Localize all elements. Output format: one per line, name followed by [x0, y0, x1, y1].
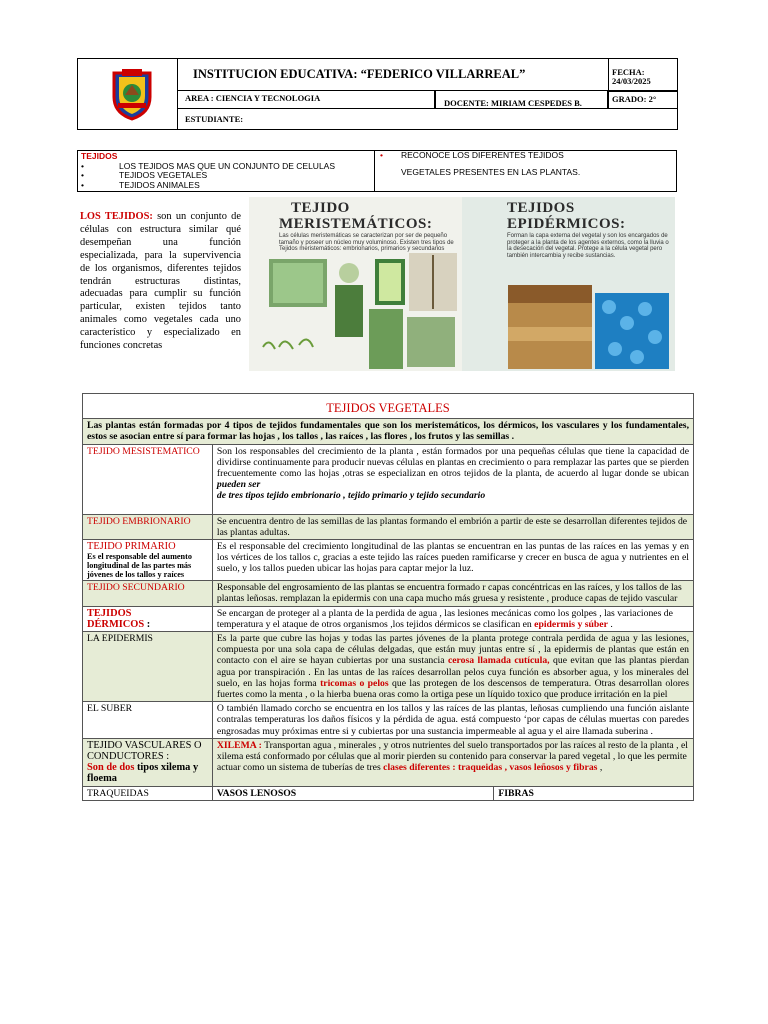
row-label: LA EPIDERMIS	[83, 632, 213, 702]
goal-box	[377, 151, 677, 191]
table-cell: TRAQUEIDAS	[83, 786, 213, 800]
plant-tissues-table	[82, 393, 694, 801]
table-row	[83, 514, 694, 539]
row-label: TEJIDO MESISTEMATICO	[83, 444, 213, 514]
table-row	[83, 702, 694, 739]
row-sublabel: Es el responsable del aumento longitudinal de las partes más jóvenes de los tallos y raíces	[87, 552, 192, 580]
row-text: Responsable del engrosamiento de las plantas se encuentra formado r capas concéntricas en las raíces, y los tallos de las plantas leñosas. remplazan la epidermis con una capa mucho más gruesa y resistente , produce capas de tejido vascular	[212, 581, 693, 606]
row-label: TEJIDO SECUNDARIO	[83, 581, 213, 606]
intro-label: LOS TEJIDOS:	[80, 211, 153, 222]
date-value: 24/03/2025	[612, 76, 651, 86]
meristem-title-2: MERISTEMÁTICOS:	[279, 216, 433, 232]
goal-line-1: RECONOCE LOS DIFERENTES TEJIDOS	[401, 150, 564, 160]
row-text-emphasis: XILEMA :	[216, 739, 262, 751]
topic-item: • TEJIDOS VEGETALES	[81, 171, 374, 181]
student-cell: ESTUDIANTE:	[178, 108, 678, 129]
meristem-title-1: TEJIDO	[291, 200, 350, 216]
intro-text: son un conjunto de células con estructura similar qué desempeñan una función especializada, para la supervivencia de los organismos, diferentes tejidos tendrán estructuras distintas, adecuadas para cumplir su función particular, existen tejidos tanto animales como vegetales cada uno característico y especializado en funciones concretas	[80, 211, 241, 352]
row-text-body: Transportan agua , minerales , y otros nutrientes del suelo transportados por las raíces al resto de la planta , el xilema está conformado por células que al morir pierden su contenido para conservar la pared vegetal , lo que les permite actuar como un sistema de tuberías de tres	[216, 739, 688, 774]
area-cell: AREA : CIENCIA Y TECNOLOGIA	[178, 90, 435, 109]
row-text-body: Se encargan de proteger al a planta de la perdida de agua , las lesiones mecánicas como los golpes , las variaciones de temperatura y el ataque de otros organismos ,los tejidos dérmicos se clasifican en	[216, 607, 673, 630]
row-label-cell	[83, 540, 213, 581]
topic-item: • TEJIDOS ANIMALES	[81, 181, 374, 191]
row-text-body: que evitan que las plantas pierdan agua por transpiración . En las untas de las raíces desarrollan pelos cuya función es absorber agua, y los minerales del suelo, en las hojas forma	[216, 655, 689, 689]
topic-item: • LOS TEJIDOS MAS QUE UN CONJUNTO DE CELULAS	[81, 162, 374, 172]
intro-paragraph	[80, 211, 241, 353]
row-text-end: ,	[597, 762, 603, 774]
row-text	[212, 444, 693, 514]
row-text-body: Es la parte que cubre las hojas y todas las partes jóvenes de la planta protege contrala perdida de agua y las lesiones, compuesta por una sola capa de células delgadas, que están muy juntas entre sí , la epidermis de plantas que están en contacto con el aire se hayan cubiertas por una sustancia	[216, 633, 689, 667]
row-sublabel-red: Son de dos	[87, 762, 135, 774]
row-label: DÉRMICOS	[87, 618, 145, 630]
row-label: TEJIDO VASCULARES O CONDUCTORES :	[87, 739, 202, 763]
row-label: TEJIDO EMBRIONARIO	[83, 514, 213, 539]
row-text-body: que las protegen de los descensos de temperatura. Otras desarrollan olores fuertes como la menta , o la hierba buena oras como la ortiga pese un líquido toxico que produce irritación en la piel	[216, 677, 689, 701]
bullet-icon: •	[380, 150, 383, 160]
institution-title: INSTITUCION EDUCATIVA: “FEDERICO VILLARREAL”	[193, 67, 526, 81]
objectives-box	[77, 150, 677, 192]
row-text-emphasis: de tres tipos tejido embrionario , tejido primario y tejido secundario	[216, 490, 486, 502]
row-text: O también llamado corcho se encuentra en los tallos y las raíces de las plantas, leñosas cumpliendo una función aislante contralas temperaturas los daños físicos y la pérdida de agua. está compuesto ‘por capas de células muertas con paredes engrosadas muy próximas entre si y cubiertas por una sustancia impermeable al agua y el aire llamada suberina .	[212, 702, 693, 739]
row-label-colon: :	[144, 618, 151, 630]
table-row	[83, 606, 694, 631]
teacher-cell: DOCENTE: MIRIAM CESPEDES B.	[435, 90, 608, 109]
epidermal-title-1: TEJIDOS	[507, 200, 575, 216]
table-heading: TEJIDOS VEGETALES	[83, 394, 694, 419]
header-table	[77, 58, 678, 130]
row-label: TEJIDO PRIMARIO	[87, 541, 176, 553]
epidermal-title-2: EPIDÉRMICOS:	[507, 216, 626, 232]
row-text-emphasis: clases diferentes : traqueidas , vasos leñosos y fibras	[383, 762, 598, 774]
row-label-cell	[83, 606, 213, 631]
table-row	[83, 786, 694, 800]
topic-title: TEJIDOS	[81, 151, 118, 161]
table-row	[83, 444, 694, 514]
row-text-emphasis: pueden ser	[216, 479, 261, 491]
topics-list	[78, 151, 375, 191]
date-cell	[608, 59, 678, 92]
meristem-text: Las células meristemáticas se caracterizan por ser de pequeño tamaño y poseer un núcleo muy voluminoso. Existen tres tipos de Tejidos meristemáticos: embrionarios, primarios y secundarios	[279, 233, 454, 252]
row-text-body: Son los responsables del crecimiento de la planta , están formados por una pequeñas células que tiene la capacidad de dividirse continuamente para producir nuevas células en plantas en crecimiento o para remplazar las partes que se pierden frecuentemente como las hojas ,otras se especializan en otros tejidos de la planta, de acuerdo al lugar donde se ubican	[216, 445, 689, 480]
row-label-cell	[83, 738, 213, 786]
epidermal-text: Forman la capa externa del vegetal y son los encargados de proteger a la planta de los agentes externos, como la lluvia o la desecación del vegetal. Protege a la célula vegetal pero también intercambia y recibe sustancias.	[507, 233, 669, 259]
row-text-emphasis: tricomas o pelos	[320, 677, 389, 689]
date-label: FECHA:	[612, 67, 645, 77]
row-sublabel: tipos xilema y floema	[87, 762, 199, 785]
row-text-emphasis: cerosa llamada cutícula,	[447, 655, 550, 667]
row-label: EL SUBER	[83, 702, 213, 739]
tissue-image-panel	[249, 197, 675, 371]
table-row	[83, 632, 694, 702]
table-row	[83, 540, 694, 581]
school-shield-logo	[110, 67, 154, 121]
table-cell: FIBRAS	[494, 786, 694, 800]
grade-cell: GRADO: 2°	[608, 90, 678, 109]
row-text	[212, 606, 693, 631]
row-text-emphasis: epidermis y súber	[534, 618, 608, 630]
row-text: Es el responsable del crecimiento longitudinal de las plantas se encuentran en las puntas de las raíces en las yemas y en los vértices de los tallos c, gracias a este tejido las raíces pueden ramificarse y crecer en busca de agua y nutrientes en el suelo, y los tallos pueden ubicar las hojas para captar mejor la luz.	[212, 540, 693, 581]
table-row	[83, 581, 694, 606]
logo-cell	[78, 59, 178, 129]
table-row	[83, 738, 694, 786]
row-text	[212, 632, 693, 702]
row-label: TEJIDOS	[87, 607, 132, 619]
table-cell: VASOS LENOSOS	[212, 786, 493, 800]
goal-line-2: VEGETALES PRESENTES EN LAS PLANTAS.	[401, 167, 581, 177]
row-text	[212, 738, 693, 786]
row-text-end: .	[607, 618, 613, 630]
table-intro: Las plantas están formadas por 4 tipos de tejidos fundamentales que son los meristemáticos, los dérmicos, los vasculares y los fundamentales, estos se asocian entre sí para formar las hojas , los tallos , las raíces , las flores , los frutos y las semillas .	[83, 419, 694, 444]
row-text: Se encuentra dentro de las semillas de las plantas formando el embrión a partir de este se desarrollan diferentes tejidos de las plantas adultas.	[212, 514, 693, 539]
